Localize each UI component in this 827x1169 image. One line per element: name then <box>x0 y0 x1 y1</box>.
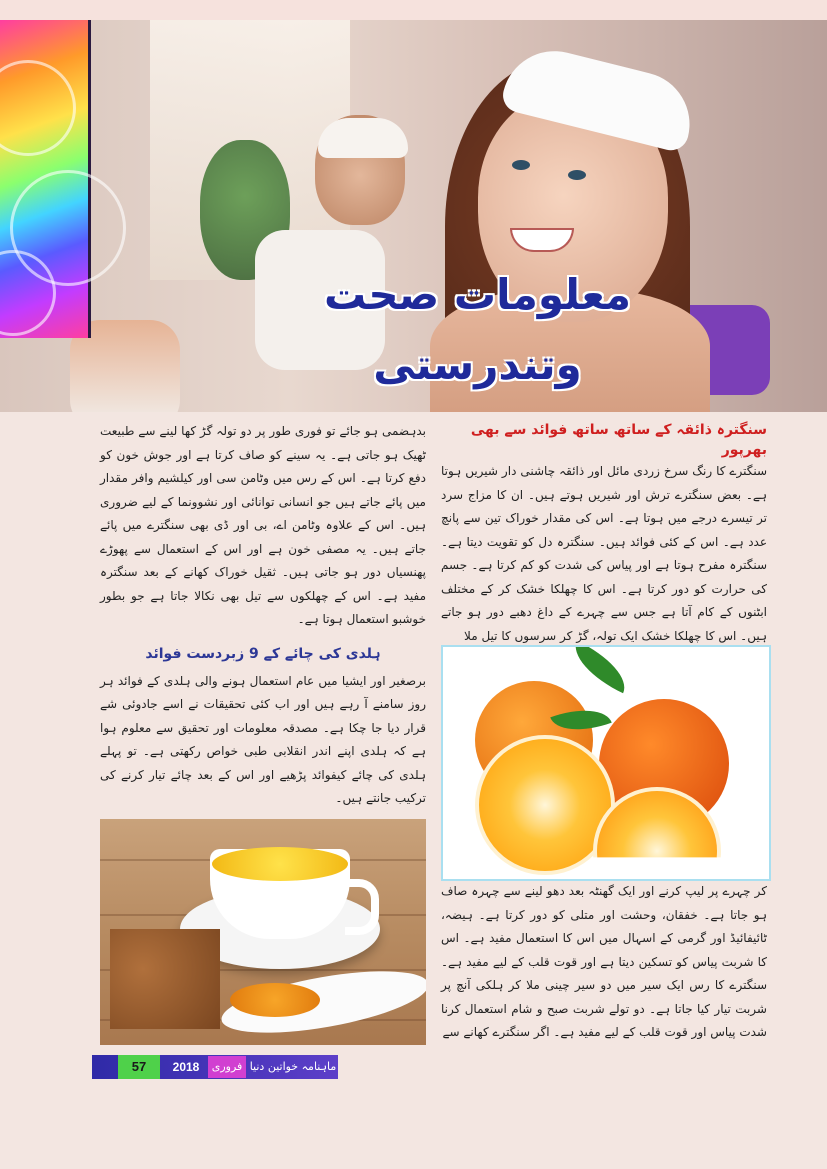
orange-benefits-paragraph-1: سنگترے کا رنگ سرخ زردی مائل اور ذائقہ چاشنی دار شیریں ہوتا ہے۔ بعض سنگترے ترش اور شیریں ہوتے ہیں۔ ان کا مزاج سرد تر تیسرے درجے میں ہوتا ہے۔ اس کی مقدار خوراک تین سے پانچ عدد ہے۔ اس کے کئی فوائد ہیں۔ سنگترہ دل کو تقویت دیتا ہے۔ سنگترہ مفرح ہوتا ہے اور پیاس کی شدت کو کم کرتا ہے۔ جسم کی حرارت کو دور کرتا ہے۔ اس کا چھلکا خشک کر کے مختلف ابٹنوں کے کام آتا ہے جس سے چہرے کے داغ دھبے دور ہو جاتے ہیں۔ اس کا چھلکا خشک ایک تولہ، گڑ کر سرسوں کا تیل ملا <box>441 464 767 643</box>
right-column <box>441 420 767 648</box>
footer-year: 2018 <box>172 1060 200 1074</box>
orange-intro-paragraph: بدہضمی ہو جائے تو فوری طور پر دو تولہ گڑ کھا لینے سے طبیعت ٹھیک ہو جاتی ہے۔ یہ سینے کو صاف کرتا ہے اور جوش خون کو دفع کرتا ہے۔ اس کے رس میں وٹامن سی اور کیلشیم وافر مقدار میں پائے جاتے ہیں جو انسانی توانائی اور نشوونما کے لیے ضروری ہیں۔ اس کے علاوہ وٹامن اے، بی اور ڈی بھی سنگترے میں پائے جاتے ہیں۔ یہ مصفی خون ہے اور اس کے استعمال سے پھوڑے پھنسیاں دور ہو جاتی ہیں۔ ثقیل خوراک کھانے کے بعد سنگترہ مفید ہے۔ اس کے چھلکوں سے تیل بھی نکالا جاتا ہے جو بطور خوشبو استعمال ہوتا ہے۔ <box>100 424 426 626</box>
tea-cup-handle <box>345 879 379 935</box>
hero-rainbow-art <box>0 20 91 338</box>
turmeric-tea-heading: ہلدی کی چائے کے 9 زبردست فوائد <box>145 645 381 662</box>
turmeric-tea-paragraph: برصغیر اور ایشیا میں عام استعمال ہونے والی ہلدی کے فوائد ہر روز سامنے آ رہے ہیں اور اب کئی تحقیقات نے اسے جادوئی شے قرار دیا جا چکا ہے۔ مصدقہ معلومات اور تحقیق سے معلوم ہوا ہے کہ ہلدی اپنے اندر انقلابی طبی خواص رکھتی ہے۔ تو پہلے ہلدی کی چائے کیفوائد پڑھیے اور اس کے بعد چائے تیار کرنے کی ترکیب جانتے ہیں۔ <box>100 673 426 805</box>
turmeric-tea <box>212 847 348 881</box>
turmeric-tea-image <box>100 819 426 1045</box>
hero-title: معلومات صحت وتندرستی <box>323 270 632 389</box>
hero-woman-right-eye <box>568 170 586 180</box>
top-strip <box>0 0 827 20</box>
hero-background-woman-headband <box>318 118 408 158</box>
hero-woman-left-eye <box>512 160 530 170</box>
turmeric-powder <box>230 983 320 1017</box>
right-column-continued <box>441 880 767 1045</box>
left-column <box>100 420 426 811</box>
hero-banner <box>0 20 827 412</box>
orange-leaf <box>565 645 635 693</box>
orange-benefits-paragraph-2: کر چہرے پر لیپ کرنے اور ایک گھنٹہ بعد دھو لینے سے چہرہ صاف ہو جاتا ہے۔ خفقان، وحشت اور متلی کو دور کرتا ہے۔ ہیضہ، ٹائیفائیڈ اور گرمی کے اسہال میں اس کا استعمال مفید ہے۔ اس کا شربت پیاس کو تسکین دیتا ہے اور قوت قلب کے لیے مفید ہے۔ سنگترے کا رس ایک سیر میں دو سیر چینی ملا کر ہلکی آنچ پر شربت تیار کیا جاتا ہے۔ دو تولے شربت صبح و شام استعمال کرنا شدت پیاس اور قوت قلب کے لیے مفید ہے۔ اگر سنگترے کھانے سے <box>441 884 767 1039</box>
magazine-name: ماہنامہ خواتین دنیا <box>249 1060 337 1073</box>
orange-benefits-heading: سنگترہ ذائقہ کے ساتھ ساتھ فوائد سے بھی بھرپور <box>470 422 767 458</box>
oranges-image <box>441 645 771 881</box>
footer-month: فروری <box>208 1056 246 1078</box>
page-number: 57 <box>118 1055 160 1079</box>
turmeric-roots <box>110 929 220 1029</box>
